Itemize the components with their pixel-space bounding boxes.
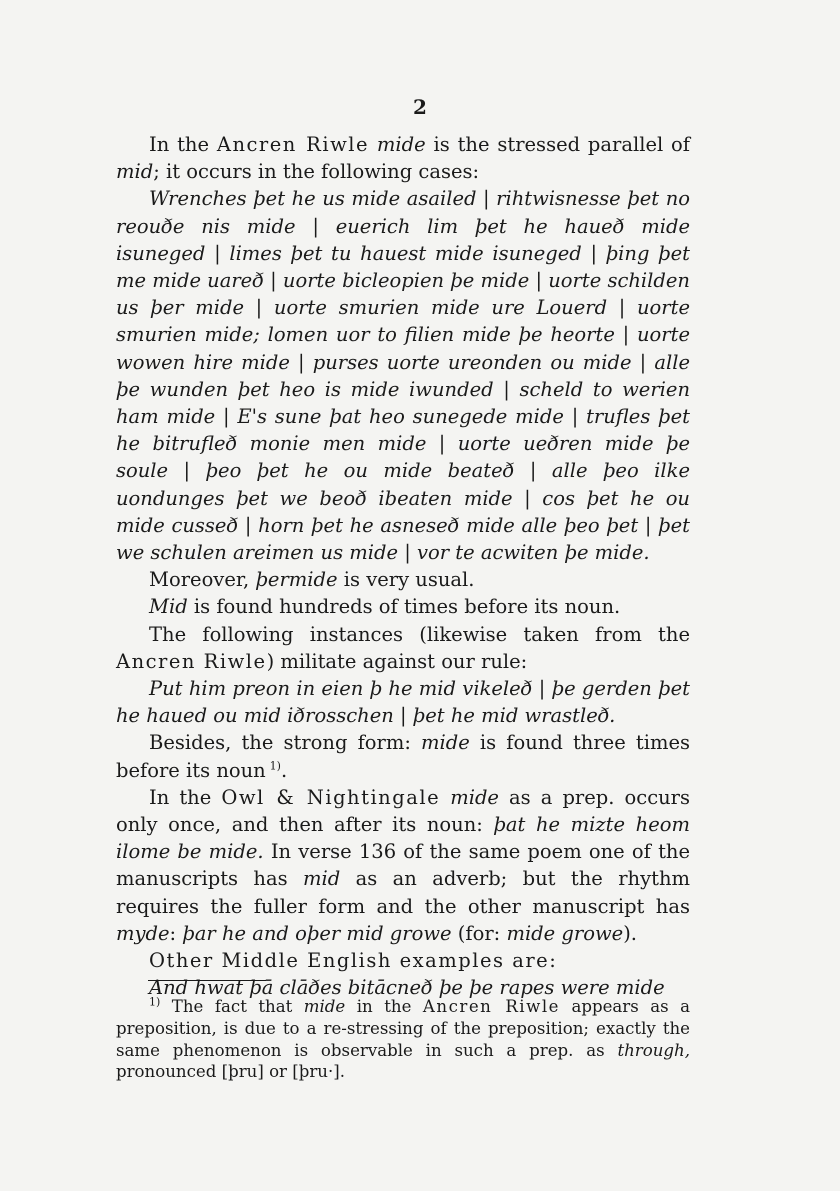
spaced-title: Ancren Riwle (216, 133, 370, 156)
text-span: . (280, 758, 288, 782)
italic-quote: þat he mizte heom ilome be mide. (116, 813, 690, 864)
footnote-paragraph (116, 996, 690, 1083)
spaced-title: Ancren Riwle (422, 997, 560, 1016)
text-span: The following instances (likewise taken from the (149, 622, 690, 646)
text-span: appears as a preposition, is due to a re-stressing of the preposition; exactly the same phenomenon is observable in such a prep. as (116, 997, 691, 1060)
paragraph-9 (116, 947, 690, 974)
paragraph-1 (116, 131, 690, 185)
footnote (116, 996, 690, 1083)
paragraph-3 (116, 566, 690, 593)
text-span: In the (149, 785, 212, 809)
paragraph-7 (116, 729, 690, 783)
text-span: as an adverb; but the rhythm requires the fuller form and the other manuscript has (116, 867, 690, 918)
italic-quote: mide growe (506, 921, 624, 945)
text-span: is the stressed parallel of (433, 133, 691, 156)
text-span: ). (623, 921, 637, 945)
text-span: is found three times before its noun (116, 731, 690, 782)
paragraph-4 (116, 593, 690, 620)
paragraph-8 (116, 784, 690, 947)
italic-term: mid (303, 867, 341, 891)
text-span: ; it occurs in the following cases: (153, 160, 480, 184)
italic-citations: Wrenches þet he us mide asailed | rihtwisnesse þet no reouðe nis mide | euerich lim þet he haueð mide isuneged | limes þet tu hauest mide isuneged | þing þet me mide uareð | uorte bicleopien þe mide | uorte schilden us þer mide | uorte smurien mide ure Louerd | uorte smurien mide; lomen uor to filien mide þe heorte | uorte wowen hire mide | purses uorte ureonden ou mide | alle þe wunden þet heo is mide iwunded | scheld to werien ham mide | E's sune þat heo sunegede mide | trufles þet he bitrufleð monie men mide | uorte ueðren mide þe soule | þeo þet he ou mide beateð | alle þeo ilke uondunges þet we beoð ibeaten mide | cos þet he ou mide cusseð | horn þet he asneseð mide alle þeo þet | þet we schulen areimen us mide | vor te acwiten þe mide. (116, 187, 690, 565)
spaced-title: Ancren Riwle (116, 649, 267, 673)
italic-term: mide (450, 785, 499, 809)
italic-citations: Put him preon in eien þ he mid vikeleð | þe gerden þet he haued ou mid iðrosschen | þet he mid wrastleð. (116, 677, 690, 728)
paragraph-5 (116, 621, 690, 675)
text-span: Moreover, (149, 568, 250, 592)
text-span: In the (149, 133, 210, 156)
text-span: Besides, the strong form: (149, 731, 411, 755)
italic-quote: And hwat þā clāðes bitācneð þe þe rapes were mide (149, 976, 665, 1000)
text-span: The fact that (171, 997, 293, 1016)
body-text (116, 131, 690, 1002)
italic-term: mide (376, 133, 426, 156)
text-span: ) militate against our rule: (266, 649, 528, 673)
footnote-divider (148, 980, 266, 981)
italic-term: Mid (149, 595, 188, 619)
text-span: pronounced [þru] or [þru·]. (116, 1062, 346, 1082)
text-span: as a prep. occurs only once, and then after its noun: (116, 785, 691, 837)
italic-term: through, (617, 1040, 690, 1060)
paragraph-2-citations (116, 185, 690, 566)
text-span: in the (356, 997, 412, 1016)
italic-term: þermide (255, 568, 338, 592)
text-span: Other Middle English examples are: (149, 949, 558, 973)
text-span: In verse 136 of the same poem one of the manuscripts has (116, 840, 690, 891)
text-span: is very usual. (343, 568, 475, 592)
italic-term: mid (116, 160, 154, 184)
text-span: is found hundreds of times before its noun. (193, 595, 621, 619)
text-span: : (169, 921, 177, 945)
italic-term: mide (421, 731, 470, 755)
paragraph-6-citations (116, 675, 690, 729)
text-span: (for: (457, 921, 501, 945)
italic-term: mide (303, 997, 346, 1016)
spaced-title: Owl & Nightingale (221, 785, 441, 809)
italic-term: myde (116, 921, 170, 945)
footnote-ref[interactable]: 1) (269, 759, 281, 773)
footnote-marker: 1) (149, 995, 161, 1009)
italic-quote: þar he and oþer mid growe (182, 921, 452, 945)
page-number: 2 (413, 95, 427, 119)
